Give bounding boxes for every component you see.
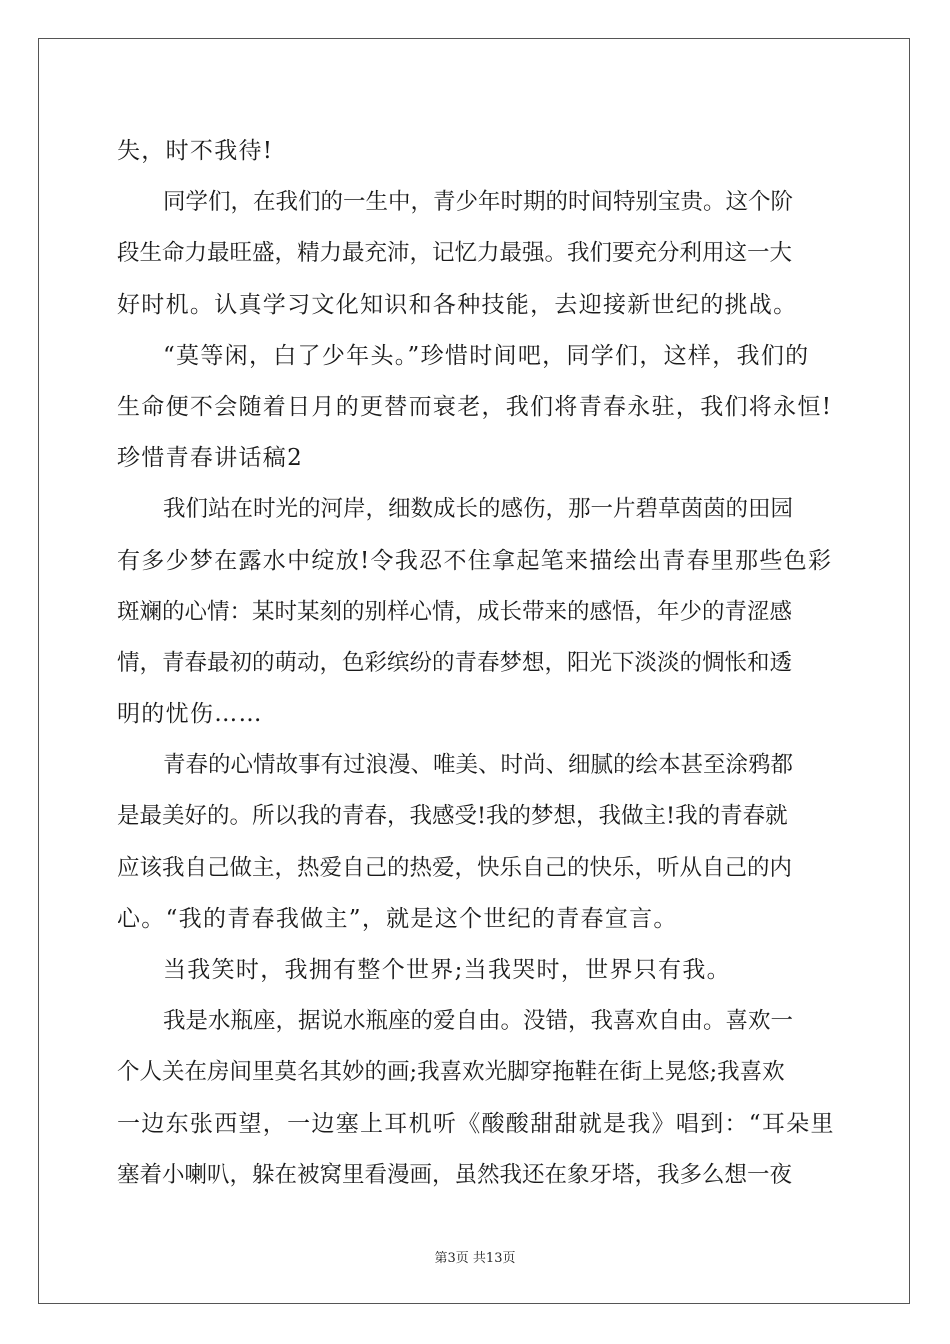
section-heading: 珍惜青春讲话稿2 <box>117 445 304 472</box>
text-line: 失，时不我待! <box>117 138 274 164</box>
page-number-footer: 第3页 共13页 <box>434 1251 516 1266</box>
text-line: 情，青春最初的萌动，色彩缤纷的青春梦想，阳光下淡淡的惆怅和透 <box>117 649 793 676</box>
text-line: 个人关在房间里莫名其妙的画;我喜欢光脚穿拖鞋在街上晃悠;我喜欢 <box>117 1059 785 1086</box>
text-line: 青春的心情故事有过浪漫、唯美、时尚、细腻的绘本甚至涂鸦都 <box>163 752 794 779</box>
text-line: 有多少梦在露水中绽放!令我忍不住拿起笔来描绘出青春里那些色彩 <box>117 547 833 574</box>
text-line: 好时机。认真学习文化知识和各种技能，去迎接新世纪的挑战。 <box>117 291 798 318</box>
text-line: 是最美好的。所以我的青春，我感受!我的梦想，我做主!我的青春就 <box>117 803 788 830</box>
text-line: 明的忧伤…… <box>117 701 263 728</box>
text-line: 生命便不会随着日月的更替而衰老，我们将青春永驻，我们将永恒! <box>117 393 833 420</box>
text-line: 当我笑时，我拥有整个世界;当我哭时，世界只有我。 <box>163 957 731 983</box>
text-line: 段生命力最旺盛，精力最充沛，记忆力最强。我们要充分利用这一大 <box>117 240 793 267</box>
text-line: 一边东张西望，一边塞上耳机听《酸酸甜甜就是我》唱到：“耳朵里 <box>117 1110 835 1137</box>
document-body <box>117 126 837 1201</box>
text-line: 塞着小喇叭，躲在被窝里看漫画，虽然我还在象牙塔，我多么想一夜 <box>117 1161 793 1188</box>
text-line: 我是水瓶座，据说水瓶座的爱自由。没错，我喜欢自由。喜欢一 <box>163 1008 794 1035</box>
text-line: “莫等闲，白了少年头。”珍惜时间吧，同学们，这样，我们的 <box>163 342 810 369</box>
text-line: 同学们，在我们的一生中，青少年时期的时间特别宝贵。这个阶 <box>163 189 794 216</box>
text-line: 斑斓的心情：某时某刻的别样心情，成长带来的感悟，年少的青涩感 <box>117 598 793 625</box>
text-line: 我们站在时光的河岸，细数成长的感伤，那一片碧草茵茵的田园 <box>163 496 794 523</box>
text-line: 心。“我的青春我做主”，就是这个世纪的青春宣言。 <box>117 905 678 932</box>
text-line: 应该我自己做主，热爱自己的热爱，快乐自己的快乐，听从自己的内 <box>117 854 793 881</box>
